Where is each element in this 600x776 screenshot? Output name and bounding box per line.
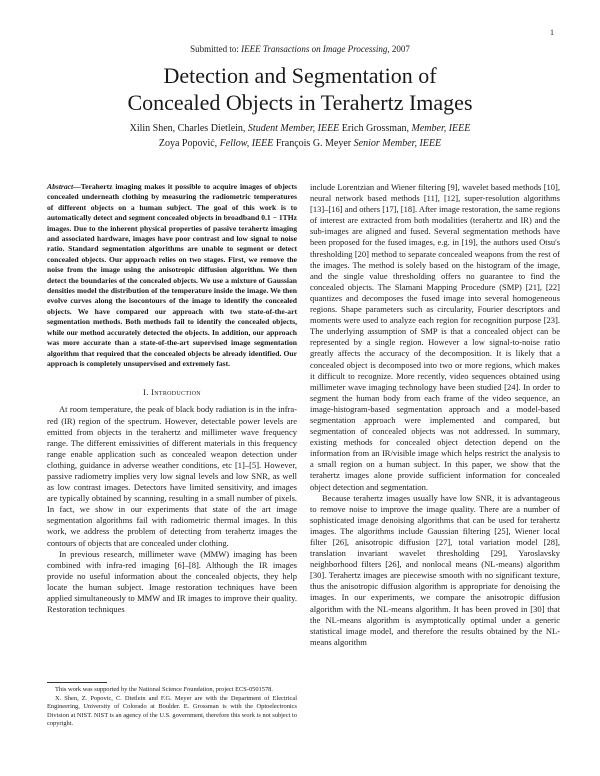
title-line-1: Detection and Segmentation of	[163, 63, 437, 88]
footnote-divider	[47, 682, 107, 683]
footnote-funding: This work was supported by the National Science Foundation, project ECS-0501578.	[55, 686, 273, 693]
author-names-2: Erich Grossman,	[339, 123, 412, 134]
author-role-1: Student Member, IEEE	[247, 123, 340, 134]
author-role-3: Fellow, IEEE	[219, 138, 274, 149]
author-names-4: François G. Meyer	[273, 138, 354, 149]
abstract-text: —Terahertz imaging makes it possible to acquire images of objects concealed underneath clothing by measuring the radiometric temperatures of different objects on a human subject. The goal of this work is to automatically detect and segment concealed objects in broadband 0.1 − 1THz images. Due to the inherent physical properties of passive terahertz imaging and associated hardware, images have poor contrast and low signal to noise ratio. Standard segmentation algorithms are unable to segment or detect concealed objects. Our approach relies on two stages. First, we remove the noise from the image using the anisotropic diffusion algorithm. We then detect the boundaries of the concealed objects. We use a mixture of Gaussian densities model the distribution of the temperature inside the image. We then evolve curves along the isocontours of the image to identify the concealed objects. We have compared our approach with two state-of-the-art segmentation methods. Both methods fail to identify the concealed objects, while our method accurately detected the objects. In addition, our approach was more accurate than a state-of-the-art supervised image segmentation algorithm that required that the concealed objects be already identified. Our approach is completely unsupervised and extremely fast.	[47, 182, 297, 368]
footnote-affiliations: X. Shen, Z. Popovic, C. Dietlein and F.G. Meyer are with the Department of Electrical Engineering, University of Colorado at Boulder. E. Grossman is with the Optoelectronics Division at NIST. NIST is an agency of the U.S. government, therefore this work is not subject to copyright.	[47, 694, 297, 728]
author-role-4: Senior Member, IEEE	[353, 138, 442, 149]
intro-paragraph-2: In previous research, millimeter wave (MMW) imaging has been combined with infra-red imaging [6]–[8]. Although the IR images provide no useful information about the concealed objects, they help locate the human subject. Image restoration techniques have been applied simultaneously to MMW and IR images to improve their quality. Restoration techniques	[47, 548, 297, 615]
author-role-2: Member, IEEE	[411, 123, 471, 134]
section-heading-introduction: I. Introduction	[143, 387, 201, 398]
intro-paragraph-4: Because terahertz images usually have low SNR, it is advantageous to remove noise to improve the image quality. There are a number of sophisticated image denoising algorithms that can be used for terahertz images. The algorithms include Gaussian filtering [25], Wiener local filter [26], anisotropic diffusion [27], total variation model [28], translation invariant wavelet thresholding [29], Yaroslavsky neighborhood filters [26], and nonlocal means (NL-means) algorithm [30]. Terahertz images are piecewise smooth with no significant texture, thus the anisotropic diffusion algorithm is appropriate for denoising the images. In our experiments, we compare the anisotropic diffusion algorithm with the NL-means algorithm. It has been proved in [30] that the NL-means algorithm is asymptotically optimal under a generic statistical image model, and therefore the results obtained by the NL-means algorithm	[310, 492, 560, 647]
intro-paragraph-3: include Lorentzian and Wiener filtering [9], wavelet based methods [10], neural network based methods [11], [12], super-resolution algorithms [13]–[16] and others [17], [18]. After image restoration, the same regions of interest are extracted from both modalities (terahertz and IR) and the sub-images are aligned and fused. Several segmentation methods have been proposed for the fused images, e.g. in [19], the authors used Otsu's thresholding [20] method to separate concealed weapons from the rest of the images. The method is solely based on the histogram of the image, and the single value thresholding offers no guarantee to find the concealed objects. The Slamani Mapping Procedure (SMP) [21], [22] quantizes and decomposes the fused image into several homogeneous regions. Shape parameters such as circularity, Fourier descriptors and moments were used to analyze each region for recognition purpose [23]. The underlying assumption of SMP is that a concealed object can be represented by a single region. However a low signal-to-noise ratio greatly affects the accuracy of the decomposition. It is likely that a concealed object is decomposed into two or more regions, which makes it difficult to recognize. More recently, video sequences obtained using millimeter wave imaging technology have been studied [24]. In order to segment the human body from each frame of the video sequence, an image-histogram-based segmentation approach and a model-based segmentation approach were implemented and compared, but segmentation of concealed objects was not addressed. In summary, existing methods for concealed object detection depend on the information from an IR/visible image which helps restrict the analysis to a small region on a human subject. In this paper, we show that the terahertz images alone provide sufficient information for concealed object detection and segmentation.	[310, 182, 560, 492]
submission-note	[0, 44, 600, 54]
title-line-2: Concealed Objects in Terahertz Images	[127, 90, 473, 115]
abstract-label: Abstract	[47, 182, 74, 191]
author-list	[0, 121, 600, 151]
left-column	[47, 182, 297, 615]
submission-prefix: Submitted to:	[190, 44, 242, 54]
author-names-3: Zoya Popović,	[158, 138, 220, 149]
author-line-2	[0, 136, 600, 151]
intro-paragraph-1: At room temperature, the peak of black body radiation is in the infra-red (IR) region of the spectrum. However, detectable power levels are emitted from objects in the terahertz and millimeter wave frequency range. The different emissivities of different materials in this frequency range enable application such as concealed weapon detection under clothing, guidance in adverse weather conditions, etc [1]–[5]. However, passive radiometry implies very low signal levels and low SNR, as well as low contrast images. Detectors have limited sensitivity, and images are typically obtained by scanning, resulting in a small number of pixels. In fact, we show in our experiments that state of the art image segmentation algorithms fail with radiometric thermal images. In this work, we address the problem of detecting from terahertz images the contours of objects that are concealed under clothing.	[47, 404, 297, 548]
paper-title	[0, 62, 600, 116]
author-names-1: Xilin Shen, Charles Dietlein,	[129, 123, 248, 134]
abstract	[47, 182, 297, 369]
page-number: 1	[550, 28, 554, 37]
author-line-1	[0, 121, 600, 136]
submission-venue: IEEE Transactions on Image Processing	[241, 44, 388, 54]
footnotes	[47, 686, 297, 729]
right-column	[310, 182, 560, 648]
submission-year: , 2007	[387, 44, 410, 54]
